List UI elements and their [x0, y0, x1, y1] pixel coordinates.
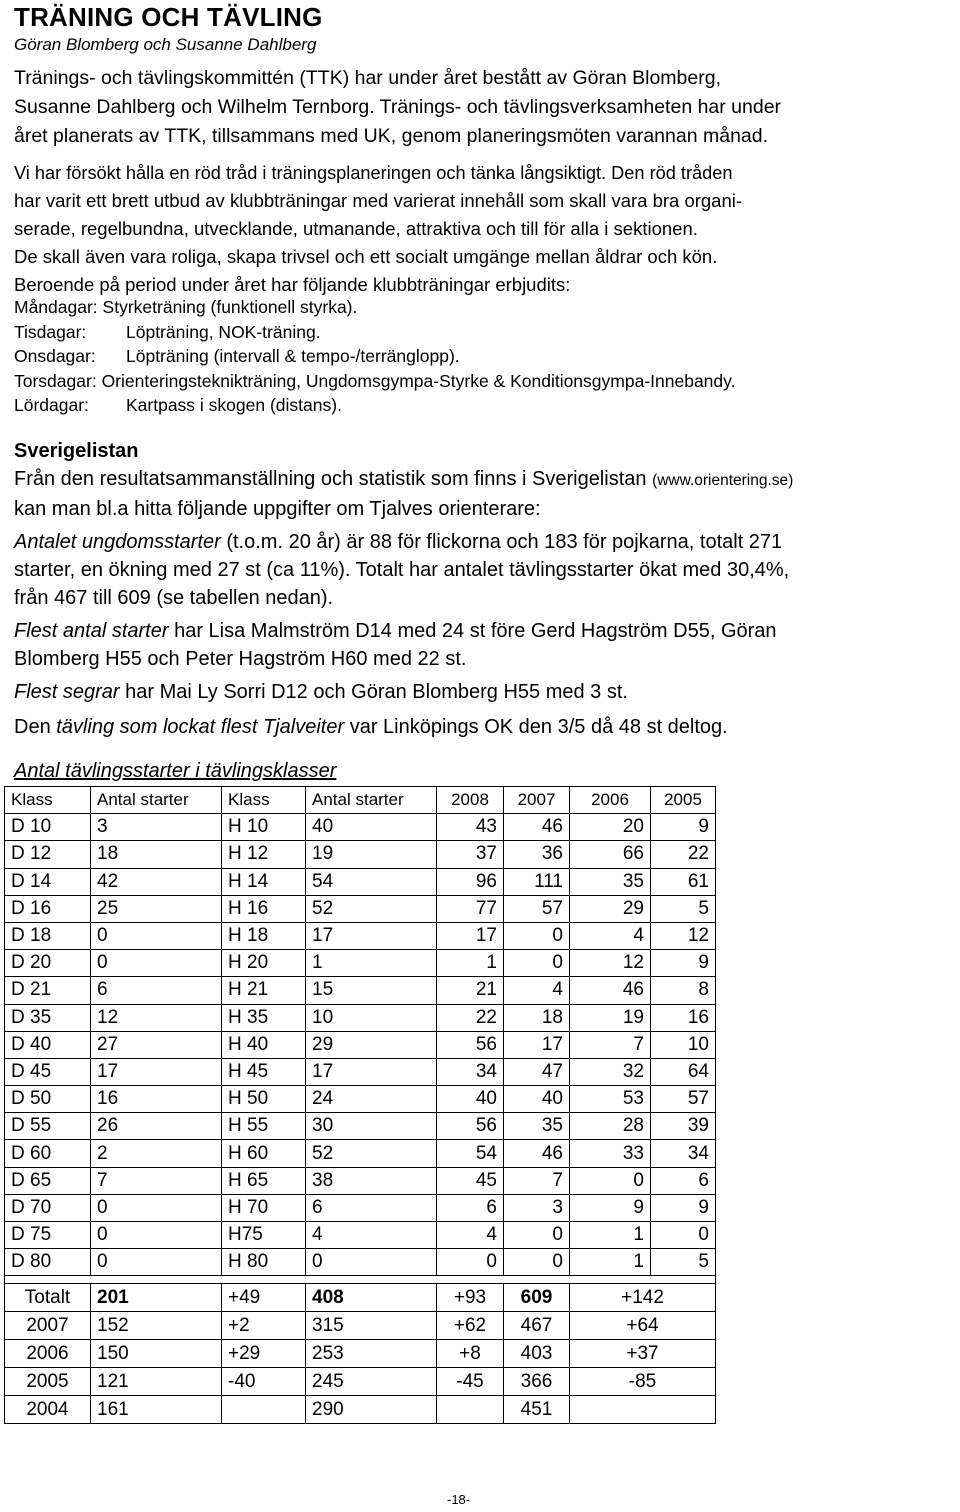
table-cell: 29 — [306, 1031, 437, 1058]
table-cell: 54 — [306, 868, 437, 895]
table-cell: D 45 — [5, 1058, 91, 1085]
table-title: Antal tävlingsstarter i tävlingsklasser — [14, 760, 337, 782]
table-cell: D 20 — [5, 950, 91, 977]
table-cell: 0 — [91, 1249, 222, 1276]
table-cell: 19 — [570, 1004, 651, 1031]
table-cell: 47 — [504, 1058, 570, 1085]
table-cell: 7 — [570, 1031, 651, 1058]
table-cell: H75 — [222, 1222, 306, 1249]
table-cell: 245 — [306, 1368, 437, 1396]
table-cell: 3 — [91, 814, 222, 841]
table-cell: 22 — [437, 1004, 504, 1031]
table-cell: 6 — [91, 977, 222, 1004]
website-link[interactable]: (www.orientering.se) — [652, 472, 794, 489]
table-cell: 26 — [91, 1113, 222, 1140]
table-cell: 1 — [437, 950, 504, 977]
table-cell: 5 — [651, 895, 716, 922]
table-cell: H 65 — [222, 1167, 306, 1194]
table-cell: 609 — [504, 1284, 570, 1312]
table-cell: 0 — [504, 1249, 570, 1276]
history-row — [5, 1396, 716, 1424]
table-cell: H 21 — [222, 977, 306, 1004]
table-cell: 253 — [306, 1340, 437, 1368]
table-cell: -45 — [437, 1368, 504, 1396]
schedule-row — [14, 344, 735, 369]
table-header-row — [5, 787, 716, 814]
table-cell: 0 — [91, 922, 222, 949]
text-span: (t.o.m. 20 år) är 88 för flickorna och 183 för pojkarna, totalt 271 — [220, 531, 783, 553]
table-cell: 43 — [437, 814, 504, 841]
intro-line: Susanne Dahlberg och Wilhelm Ternborg. Tränings- och tävlingsverksamheten har under — [14, 96, 782, 118]
table-cell: 2007 — [5, 1312, 91, 1340]
schedule-activity: Orienteringsteknikträning, Ungdomsgympa-Styrke & Konditionsgympa-Innebandy. — [101, 370, 736, 391]
table-cell: +49 — [222, 1284, 306, 1312]
table-cell: H 50 — [222, 1086, 306, 1113]
text-line: Blomberg H55 och Peter Hagström H60 med 22 st. — [14, 648, 467, 670]
table-cell: 8 — [651, 977, 716, 1004]
schedule-day: Onsdagar: — [14, 346, 96, 366]
table-cell: +8 — [437, 1340, 504, 1368]
table-cell: 315 — [306, 1312, 437, 1340]
table-cell: 366 — [504, 1368, 570, 1396]
table-cell: 54 — [437, 1140, 504, 1167]
table-cell: 0 — [437, 1249, 504, 1276]
history-row — [5, 1340, 716, 1368]
table-cell: +2 — [222, 1312, 306, 1340]
table-row — [5, 1004, 716, 1031]
table-cell: 28 — [570, 1113, 651, 1140]
table-cell: H 80 — [222, 1249, 306, 1276]
table-cell: D 60 — [5, 1140, 91, 1167]
table-cell: 29 — [570, 895, 651, 922]
column-header: Klass — [5, 787, 91, 814]
youth-starts-paragraph — [14, 528, 959, 612]
table-row — [5, 841, 716, 868]
text-line: starter, en ökning med 27 st (ca 11%). Totalt har antalet tävlingsstarter ökat med 30,4%, — [14, 559, 790, 581]
table-cell: 37 — [437, 841, 504, 868]
table-cell: 53 — [570, 1086, 651, 1113]
column-header: Antal starter — [91, 787, 222, 814]
table-cell: 111 — [504, 868, 570, 895]
table-cell: 40 — [504, 1086, 570, 1113]
table-row — [5, 922, 716, 949]
table-cell: 7 — [504, 1167, 570, 1194]
table-cell: 2004 — [5, 1396, 91, 1424]
table-cell — [570, 1396, 716, 1424]
table-cell: D 55 — [5, 1113, 91, 1140]
table-row — [5, 1031, 716, 1058]
history-row — [5, 1368, 716, 1396]
table-row — [5, 1140, 716, 1167]
table-cell: 64 — [651, 1058, 716, 1085]
table-row — [5, 1113, 716, 1140]
table-cell: +93 — [437, 1284, 504, 1312]
table-cell: 6 — [651, 1167, 716, 1194]
schedule-row — [14, 320, 735, 345]
italic-term: Flest segrar — [14, 681, 120, 703]
totals-row — [5, 1284, 716, 1312]
table-cell: 17 — [91, 1058, 222, 1085]
table-cell: D 65 — [5, 1167, 91, 1194]
text-line — [14, 678, 959, 706]
table-cell: 152 — [91, 1312, 222, 1340]
table-gap-row — [5, 1276, 716, 1284]
table-cell: D 12 — [5, 841, 91, 868]
table-cell: 35 — [504, 1113, 570, 1140]
table-cell: 0 — [91, 1222, 222, 1249]
table-cell: Totalt — [5, 1284, 91, 1312]
table-row — [5, 1194, 716, 1221]
schedule-day: Torsdagar: — [14, 370, 97, 391]
table-cell: 52 — [306, 895, 437, 922]
table-cell: 121 — [91, 1368, 222, 1396]
italic-term: tävling som lockat flest Tjalveiter — [56, 716, 345, 738]
table-cell: H 16 — [222, 895, 306, 922]
table-row — [5, 868, 716, 895]
table-cell: +29 — [222, 1340, 306, 1368]
text-span: har Mai Ly Sorri D12 och Göran Blomberg H55 med 3 st. — [119, 681, 628, 703]
body-line: Beroende på period under året har följande klubbträningar erbjudits: — [14, 274, 571, 295]
text-line — [14, 617, 959, 645]
table-cell: 9 — [651, 1194, 716, 1221]
table-cell: 34 — [437, 1058, 504, 1085]
table-cell: 12 — [651, 922, 716, 949]
table-cell: 46 — [504, 814, 570, 841]
table-cell: H 10 — [222, 814, 306, 841]
table-cell: +37 — [570, 1340, 716, 1368]
table-cell: 2 — [91, 1140, 222, 1167]
table-cell: 290 — [306, 1396, 437, 1424]
table-cell: D 16 — [5, 895, 91, 922]
text-line: från 467 till 609 (se tabellen nedan). — [14, 587, 334, 609]
table-cell: H 14 — [222, 868, 306, 895]
text-span: har Lisa Malmström D14 med 24 st före Gerd Hagström D55, Göran — [168, 620, 777, 642]
table-cell: 34 — [651, 1140, 716, 1167]
table-cell: 0 — [651, 1222, 716, 1249]
column-header: Antal starter — [306, 787, 437, 814]
table-cell: 39 — [651, 1113, 716, 1140]
text-span: Den — [14, 716, 57, 738]
table-cell: 4 — [437, 1222, 504, 1249]
table-cell: 30 — [306, 1113, 437, 1140]
table-row — [5, 814, 716, 841]
schedule-activity: Styrketräning (funktionell styrka). — [102, 297, 358, 317]
table-row — [5, 1167, 716, 1194]
table-cell: D 10 — [5, 814, 91, 841]
table-cell: 45 — [437, 1167, 504, 1194]
table-cell: 52 — [306, 1140, 437, 1167]
table-cell: H 70 — [222, 1194, 306, 1221]
table-cell: +142 — [570, 1284, 716, 1312]
text-span: Från den resultatsammanställning och statistik som finns i Sverigelistan — [14, 468, 647, 490]
schedule-day: Lördagar: — [14, 395, 89, 415]
column-header: 2007 — [504, 787, 570, 814]
text-line — [14, 713, 959, 741]
table-cell: 9 — [651, 814, 716, 841]
most-starts-paragraph — [14, 617, 959, 673]
table-cell: 25 — [91, 895, 222, 922]
table-cell: 4 — [504, 977, 570, 1004]
schedule-activity: Löpträning, NOK-träning. — [126, 321, 321, 342]
table-cell: H 35 — [222, 1004, 306, 1031]
table-cell: 17 — [437, 922, 504, 949]
table-cell: 56 — [437, 1031, 504, 1058]
column-header: 2006 — [570, 787, 651, 814]
table-cell: +64 — [570, 1312, 716, 1340]
table-cell: 66 — [570, 841, 651, 868]
table-cell: 201 — [91, 1284, 222, 1312]
table-cell: 42 — [91, 868, 222, 895]
table-cell: 6 — [437, 1194, 504, 1221]
table-cell: D 21 — [5, 977, 91, 1004]
table-cell: 18 — [504, 1004, 570, 1031]
table-cell: 38 — [306, 1167, 437, 1194]
table-cell: 4 — [570, 922, 651, 949]
table-cell: 22 — [651, 841, 716, 868]
table-cell: 16 — [651, 1004, 716, 1031]
table-cell: 36 — [504, 841, 570, 868]
table-cell: 467 — [504, 1312, 570, 1340]
body-paragraph — [14, 159, 954, 299]
table-cell: 32 — [570, 1058, 651, 1085]
table-cell: 0 — [504, 950, 570, 977]
table-cell: 408 — [306, 1284, 437, 1312]
table-cell: 3 — [504, 1194, 570, 1221]
table-cell: -40 — [222, 1368, 306, 1396]
schedule-day: Måndagar: — [14, 297, 98, 317]
column-header: 2005 — [651, 787, 716, 814]
table-cell: 451 — [504, 1396, 570, 1424]
table-cell: 0 — [91, 950, 222, 977]
text-span: var Linköpings OK den 3/5 då 48 st deltog. — [344, 716, 728, 738]
table-cell: 4 — [306, 1222, 437, 1249]
italic-term: Flest antal starter — [14, 620, 169, 642]
table-cell: 6 — [306, 1194, 437, 1221]
table-cell: 2005 — [5, 1368, 91, 1396]
table-cell: 20 — [570, 814, 651, 841]
table-cell: H 45 — [222, 1058, 306, 1085]
column-header: 2008 — [437, 787, 504, 814]
table-cell: 17 — [306, 1058, 437, 1085]
schedule-row — [14, 393, 735, 418]
section-heading-sverigelistan: Sverigelistan — [14, 440, 139, 462]
table-cell: 9 — [651, 950, 716, 977]
table-cell: H 55 — [222, 1113, 306, 1140]
table-cell: 16 — [91, 1086, 222, 1113]
table-cell: 17 — [504, 1031, 570, 1058]
table-cell: 0 — [504, 922, 570, 949]
schedule-activity: Kartpass i skogen (distans). — [126, 395, 342, 415]
table-cell: 33 — [570, 1140, 651, 1167]
table-cell: 46 — [570, 977, 651, 1004]
table-cell: 2006 — [5, 1340, 91, 1368]
italic-term: Antalet ungdomsstarter — [14, 531, 221, 553]
body-line: De skall även vara roliga, skapa trivsel och ett socialt umgänge mellan åldrar och kön. — [14, 246, 718, 267]
history-row — [5, 1312, 716, 1340]
intro-line: året planerats av TTK, tillsammans med UK, genom planeringsmöten varannan månad. — [14, 125, 769, 147]
table-row — [5, 1058, 716, 1085]
table-cell: D 14 — [5, 868, 91, 895]
table-cell: 403 — [504, 1340, 570, 1368]
table-row — [5, 1086, 716, 1113]
table-cell: 27 — [91, 1031, 222, 1058]
table-cell: H 12 — [222, 841, 306, 868]
table-cell: 57 — [651, 1086, 716, 1113]
page-number: -18- — [447, 1492, 471, 1507]
schedule-row — [14, 295, 735, 320]
table-gap-cell — [5, 1276, 716, 1284]
table-cell: 1 — [570, 1222, 651, 1249]
schedule-row — [14, 369, 735, 394]
intro-line: Tränings- och tävlingskommittén (TTK) har under året bestått av Göran Blomberg, — [14, 67, 721, 89]
table-cell: 40 — [437, 1086, 504, 1113]
table-cell: 0 — [91, 1194, 222, 1221]
page-title: TRÄNING OCH TÄVLING — [14, 2, 323, 32]
body-line: serade, regelbundna, utvecklande, utmanande, attraktiva och till för alla i sektionen. — [14, 218, 698, 239]
table-cell: 1 — [306, 950, 437, 977]
text-line: kan man bl.a hitta följande uppgifter om Tjalves orienterare: — [14, 498, 541, 520]
table-cell: H 20 — [222, 950, 306, 977]
table-cell: 5 — [651, 1249, 716, 1276]
table-cell: 7 — [91, 1167, 222, 1194]
table-cell: 10 — [306, 1004, 437, 1031]
training-schedule — [14, 295, 735, 418]
table-cell: -85 — [570, 1368, 716, 1396]
table-cell: H 60 — [222, 1140, 306, 1167]
column-header: Klass — [222, 787, 306, 814]
schedule-activity: Löpträning (intervall & tempo-/terränglopp). — [126, 346, 460, 366]
most-wins-paragraph — [14, 678, 959, 706]
table-row — [5, 1249, 716, 1276]
table-cell: D 40 — [5, 1031, 91, 1058]
table-cell: 150 — [91, 1340, 222, 1368]
table-cell: 57 — [504, 895, 570, 922]
table-cell: D 70 — [5, 1194, 91, 1221]
table-cell: 0 — [306, 1249, 437, 1276]
table-cell: 18 — [91, 841, 222, 868]
table-cell: 56 — [437, 1113, 504, 1140]
table-cell: H 40 — [222, 1031, 306, 1058]
table-cell: 15 — [306, 977, 437, 1004]
table-cell: D 75 — [5, 1222, 91, 1249]
table-row — [5, 950, 716, 977]
table-cell: 19 — [306, 841, 437, 868]
table-cell: 10 — [651, 1031, 716, 1058]
schedule-day: Tisdagar: — [14, 321, 87, 342]
table-cell: 21 — [437, 977, 504, 1004]
table-cell: D 18 — [5, 922, 91, 949]
intro-paragraph — [14, 64, 954, 151]
table-row — [5, 895, 716, 922]
table-cell: 0 — [504, 1222, 570, 1249]
table-cell: 96 — [437, 868, 504, 895]
table-cell: 77 — [437, 895, 504, 922]
table-cell: 61 — [651, 868, 716, 895]
text-line — [14, 465, 959, 495]
table-cell — [222, 1396, 306, 1424]
body-line: Vi har försökt hålla en röd tråd i träningsplaneringen och tänka långsiktigt. Den röd tråden — [14, 163, 733, 183]
table-cell: 35 — [570, 868, 651, 895]
popular-competition-paragraph — [14, 713, 959, 741]
table-cell: 24 — [306, 1086, 437, 1113]
table-row — [5, 977, 716, 1004]
table-cell: D 35 — [5, 1004, 91, 1031]
body-line: har varit ett brett utbud av klubbträningar med varierat innehåll som skall vara bra organi- — [14, 190, 743, 211]
table-cell: 40 — [306, 814, 437, 841]
table-cell: H 18 — [222, 922, 306, 949]
table-cell: 12 — [91, 1004, 222, 1031]
table-cell: 12 — [570, 950, 651, 977]
table-row — [5, 1222, 716, 1249]
table-cell: D 50 — [5, 1086, 91, 1113]
table-cell: D 80 — [5, 1249, 91, 1276]
table-cell: 0 — [570, 1167, 651, 1194]
table-cell: 46 — [504, 1140, 570, 1167]
sverigelistan-intro — [14, 465, 959, 523]
table-cell: 1 — [570, 1249, 651, 1276]
table-cell: 17 — [306, 922, 437, 949]
table-cell: 161 — [91, 1396, 222, 1424]
table-cell: 9 — [570, 1194, 651, 1221]
table-cell: +62 — [437, 1312, 504, 1340]
starts-table — [4, 786, 716, 1424]
table-cell — [437, 1396, 504, 1424]
text-line — [14, 528, 959, 556]
authors: Göran Blomberg och Susanne Dahlberg — [14, 35, 317, 54]
